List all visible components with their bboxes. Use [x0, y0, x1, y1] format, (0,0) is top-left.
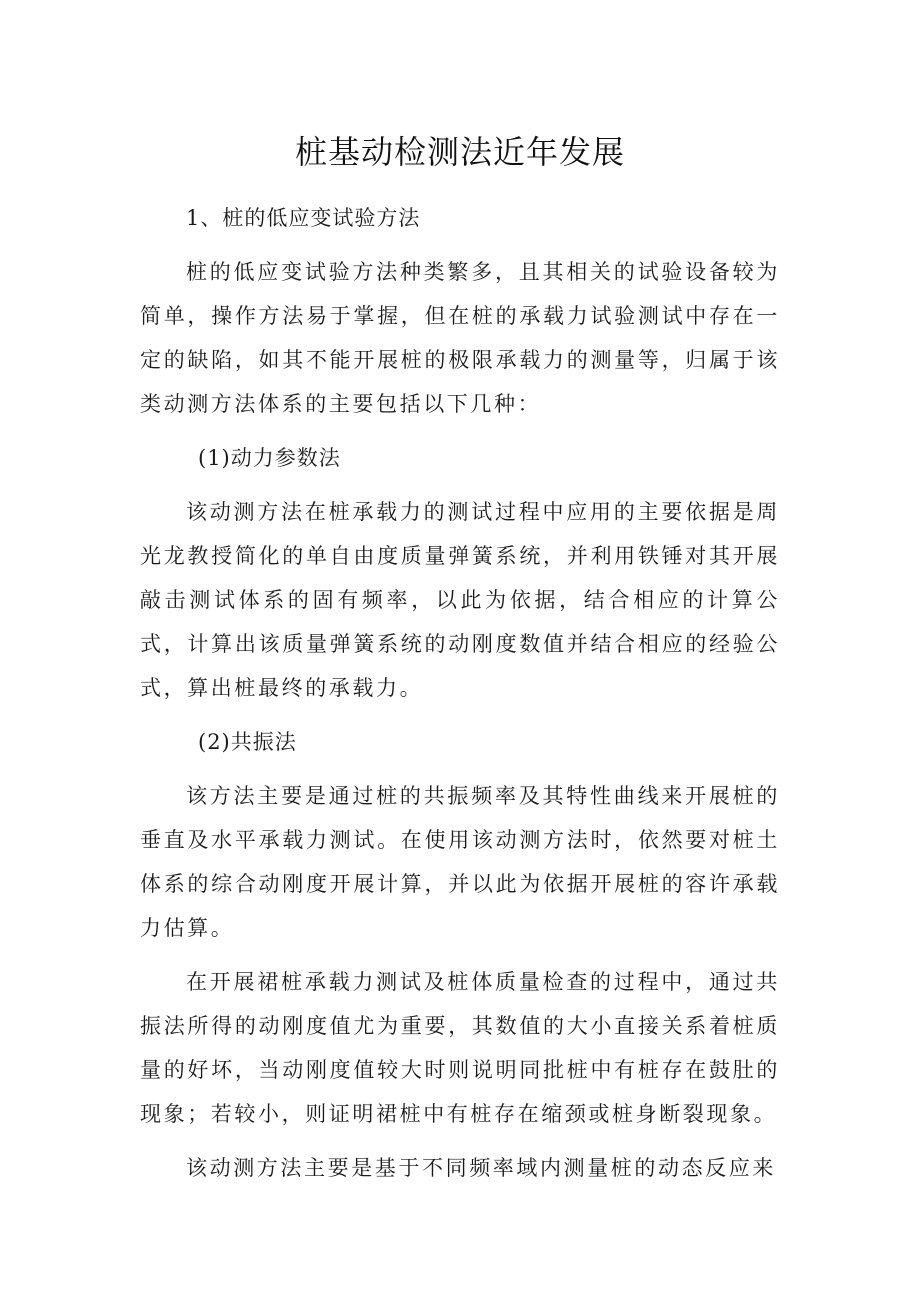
subsection-heading-resonance: (2)共振法	[198, 730, 297, 754]
paragraph-dynamic-parameter: 该动测方法在桩承载力的测试过程中应用的主要依据是周光龙教授简化的单自由度质量弹簧系统，并利用铁锤对其开展敲击测试体系的固有频率，以此为依据，结合相应的计算公式，计算出该质量弹簧系统的动刚度数值并结合相应的经验公式，算出桩最终的承载力。	[140, 500, 780, 700]
paragraph-resonance-2: 在开展裙桩承载力测试及桩体质量检查的过程中，通过共振法所得的动刚度值尤为重要，其数值的大小直接关系着桩质量的好坏，当动刚度值较大时则说明同批桩中有桩存在鼓肚的现象；若较小，则证明裙桩中有桩存在缩颈或桩身断裂现象。	[140, 970, 780, 1126]
document-body	[140, 196, 780, 1200]
paragraph-resonance-1: 该方法主要是通过桩的共振频率及其特性曲线来开展桩的垂直及水平承载力测试。在使用该动测方法时，依然要对桩土体系的综合动刚度开展计算，并以此为依据开展桩的容许承载力估算。	[140, 784, 780, 940]
paragraph-resonance-3: 该动测方法主要是基于不同频率域内测量桩的动态反应来	[186, 1156, 776, 1180]
paragraph-low-strain-intro: 桩的低应变试验方法种类繁多，且其相关的试验设备较为简单，操作方法易于掌握，但在桩的承载力试验测试中存在一定的缺陷，如其不能开展桩的极限承载力的测量等，归属于该类动测方法体系的主要包括以下几种：	[140, 260, 780, 416]
section-heading-low-strain: 1、桩的低应变试验方法	[186, 206, 421, 230]
document-title: 桩基动检测法近年发展	[294, 133, 625, 171]
subsection-heading-dynamic-parameter: (1)动力参数法	[198, 446, 341, 470]
